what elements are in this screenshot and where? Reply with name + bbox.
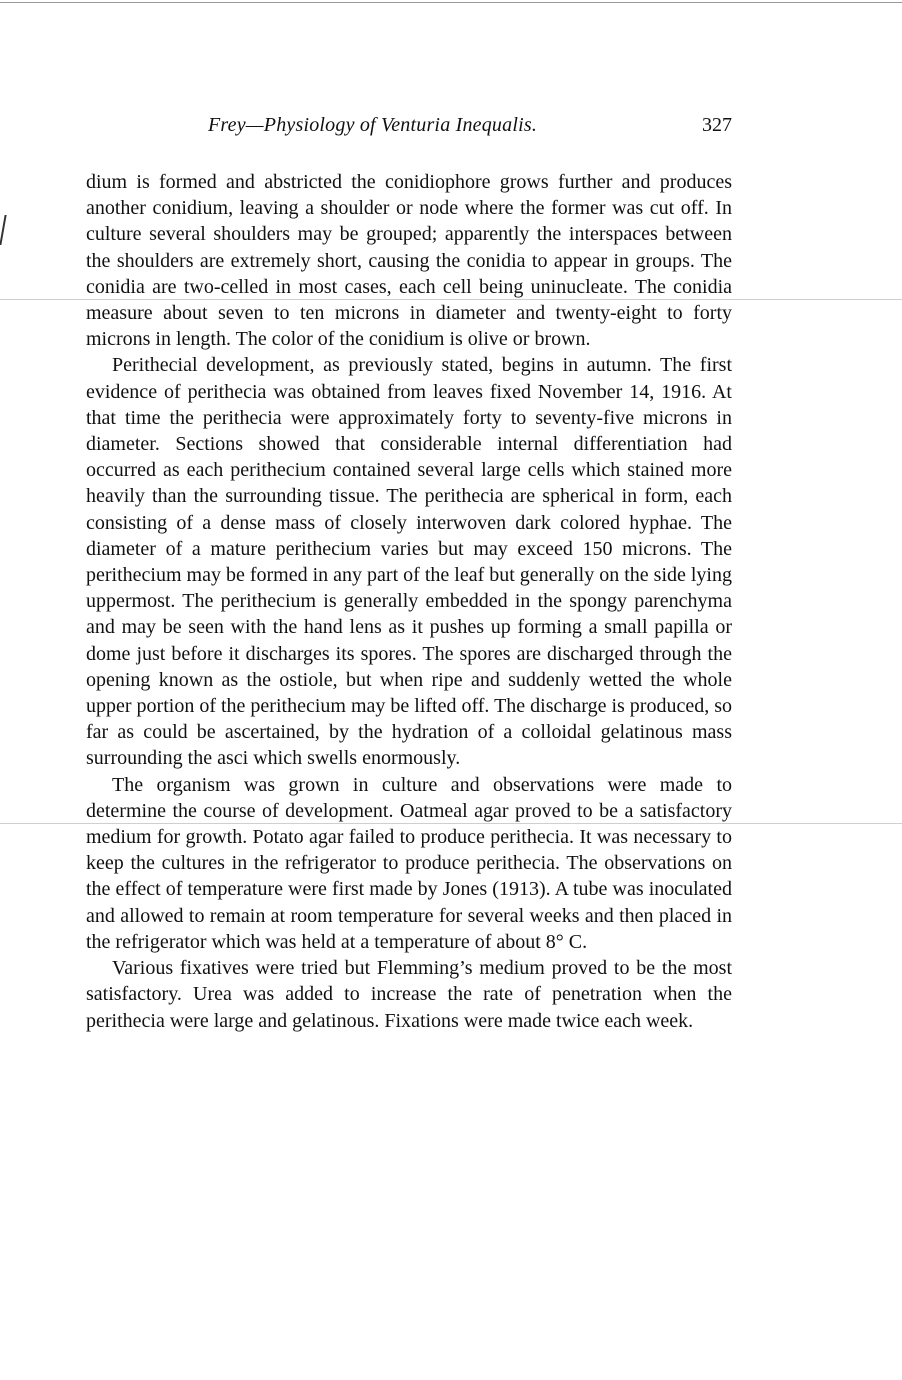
page-number: 327 [702, 114, 732, 136]
margin-scan-mark [0, 215, 10, 245]
paragraph-fixatives: Various fixatives were tried but Flemming’s medium proved to be the most satisfactory. Urea was added to increase the rate of penetration when the perithecia were large and gelatinous. Fixations were made twice each week. [86, 957, 732, 1032]
paragraph-conidium: dium is formed and abstricted the conidiophore grows further and produces another conidium, leaving a shoulder or node where the former was cut off. In culture several shoulders may be grouped; apparently the interspaces between the shoulders are extremely short, causing the conidia to appear in groups. The conidia are two-celled in most cases, each cell being uninucleate. The conidia measure about seven to ten microns in diameter and twenty-eight to forty microns in length. The color of the conidium is olive or brown. [86, 171, 732, 351]
running-title: Frey—Physiology of Venturia Inequalis. [208, 114, 538, 136]
page-header [86, 114, 732, 140]
body-text [86, 169, 732, 1034]
paragraph-culture-observations: The organism was grown in culture and observations were made to determine the course of development. Oatmeal agar proved to be a satisfactory medium for growth. Potato agar failed to produce perithecia. It was necessary to keep the cultures in the refrigerator to produce perithecia. The observations on the effect of temperature were first made by Jones (1913). A tube was inoculated and allowed to remain at room temperature for several weeks and then placed in the refrigerator which was held at a temperature of about 8° C. [86, 773, 732, 953]
paragraph-perithecial-development: Perithecial development, as previously stated, begins in autumn. The first evidence of perithecia was obtained from leaves fixed November 14, 1916. At that time the perithecia were approximately forty to seventy-five microns in diameter. Sections showed that considerable internal differentiation had occurred as each perithecium contained several large cells which stained more heavily than the surrounding tissue. The perithecia are spherical in form, each consisting of a dense mass of closely interwoven dark colored hyphae. The diameter of a mature perithecium varies but may exceed 150 microns. The perithecium may be formed in any part of the leaf but generally on the side lying uppermost. The perithecium is generally embedded in the spongy parenchyma and may be seen with the hand lens as it pushes up forming a small papilla or dome just before it discharges its spores. The spores are discharged through the opening known as the ostiole, but when ripe and suddenly wetted the whole upper portion of the perithecium may be lifted off. The discharge is produced, so far as could be ascertained, by the hydration of a colloidal gelatinous mass surrounding the asci which swells enormously. [86, 354, 732, 770]
scan-edge-line [0, 2, 902, 3]
